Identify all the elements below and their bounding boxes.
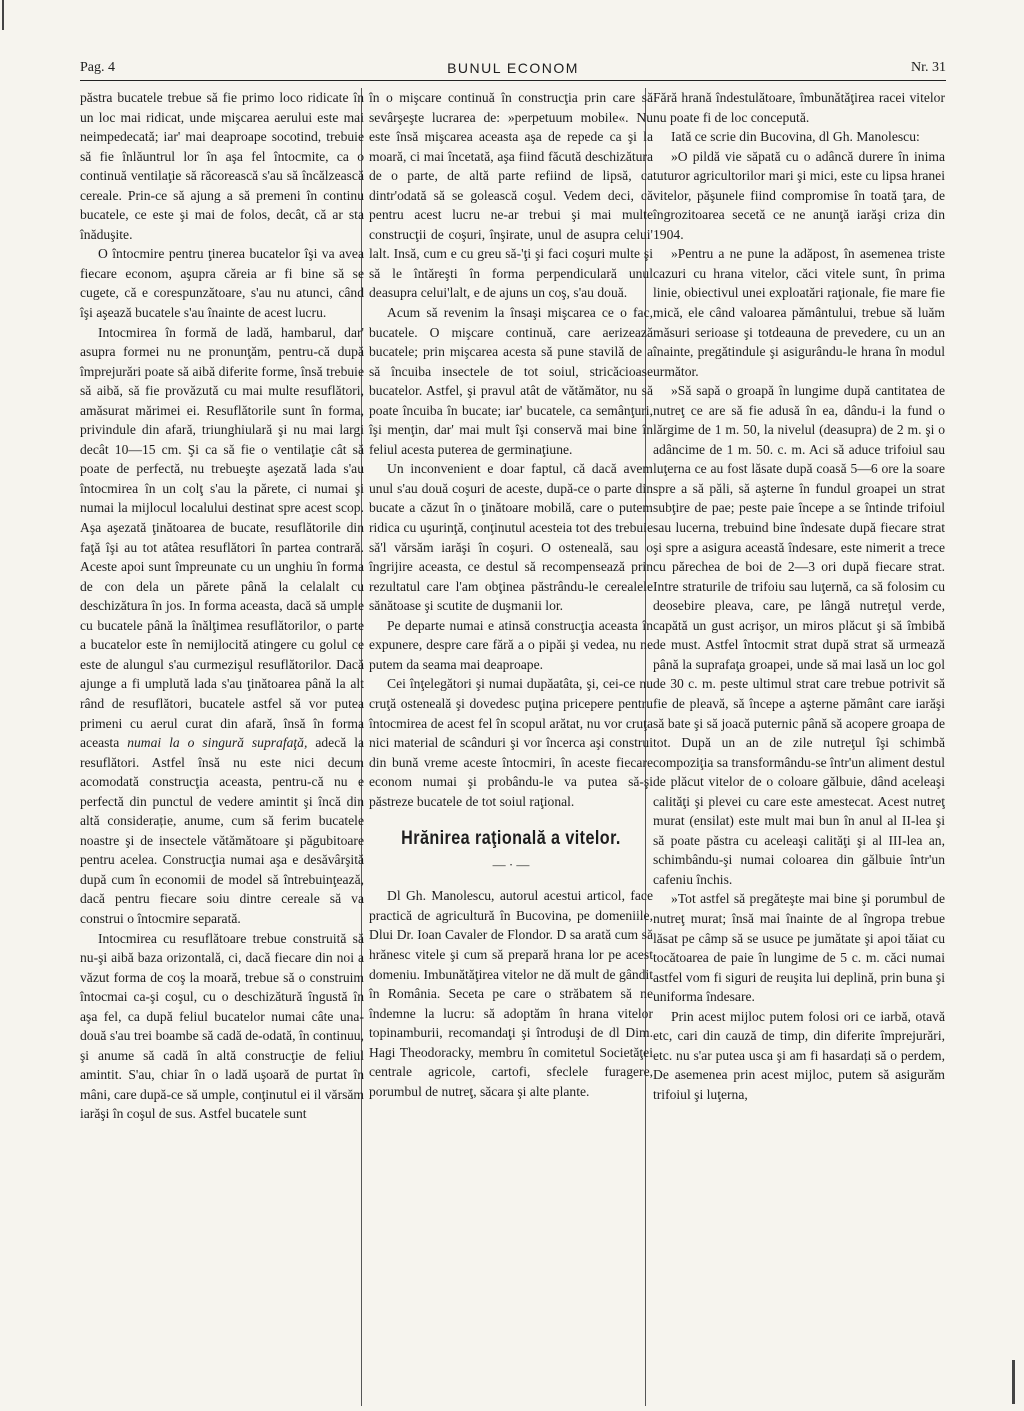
paragraph: »Să sapă o groapă în lungime după cantitatea de nutreţ ce are să fie adusă în ea, dându-i la fund o lărgime de 1 m. 50, la nivelul (deasupra) de 2 m. şi o adâncime de 1 m. 50. c. m. Aci să aduce trifoiul sau luţerna ce au fost lăsate după coasă 5—6 ore la soare spre a să păli, să aşterne în fundul groapei un strat subţire de pae; peste paie începe a se întinde trifoiul sau lucerna, trebuind bine îndesate după fiecare strat şi spre a asigura această îndesare, este nimerit a trece cu părechea de boi de 2—3 ori după fiecare strat. Intre straturile de trifoiu sau luţernă, ca să folosim cu deosebire pleava, care, pe lângă nutreţul verde, capătă un gust acrişor, un miros plăcut şi să îmbibă de must. Astfel întocmit strat după strat să urmează până la suprafaţa groapei, unde să mai lasă un loc gol de 30 c. m. peste ultimul strat care trebue potrivit să fie de pleavă, să începe a aşterne pământ care iarăşi să bate şi să joacă puternic până să acopere groapa de tot. După un an de zile nutreţul îşi schimbă compoziţia sa transformându-se într'un aliment destul de plăcut vitelor de o coloare gălbuie, dând aceleaşi calităţi şi plevei cu care este amestecat. Acest nutreţ murat (ensilat) este mult mai bun în anul al II-lea şi să poate păstra cu aceleaşi calităţi şi al III-lea an, schimbându-şi numai coloarea din gălbuie într'un cafeniu închis. bbox=[653, 383, 945, 887]
scan-edge-mark bbox=[1012, 1360, 1015, 1404]
paragraph: Dl Gh. Manolescu, autorul acestui articol, face practică de agricultură în Bucovina, pe domeniile, Dlui Dr. Ioan Cavaler de Flondor. D sa arată cum să hrănesc vitele şi cum să prepară hrana lor pe acest domeniu. Imbunătăţirea vitelor ne dă mult de gândit în România. Seceta pe care o străbatem să ne îndemne la lucru: să adoptăm în hrana vitelor topinamburii, recomandaţi şi întroduşi de dl Dim. Hagi Theodoracky, membru în comitetul Societăţei centrale agricole, cartofi, sfeclele furagere, porumbul de nutreţ, săcara şi alte plante. bbox=[369, 888, 653, 1099]
paragraph bbox=[80, 323, 364, 929]
paragraph: »O pildă vie săpată cu o adâncă durere în inima tuturor agricultorilor mari şi mici, este cu lipsa hranei vitelor, păşunele fiind compromise în toată ţara, de îngrozitoarea secetă ce ne anunţă iarăşi criza din 1904. bbox=[653, 148, 945, 242]
page-header bbox=[80, 60, 946, 82]
paragraph: Intocmirea cu resuflătoare trebue construită să nu-şi aibă baza orizontală, ci, dacă fiecare din noi a văzut forma de coş la moară, trebue să o construim întocmai ca-şi coşul, cu o deschizătură îngustă în aşa fel, ca după feliul bucatelor numai câte una-două s'au trei boambe să cadă de-odată, în continuu, şi anume să cadă în altă construcţie de feliul amintit. S'au, chiar în o ladă uşoară de purtat în mâni, care după-ce să umple, conţinutul ei il vărsăm iarăşi în coşul de sus. Astfel bucatele sunt bbox=[80, 930, 364, 1122]
publication-title: BUNUL ECONOM bbox=[447, 60, 579, 76]
heading-separator: — · — bbox=[492, 856, 530, 872]
paragraph: în o mişcare continuă în construcţia prin care să sevârşeşte lucrarea de: »perpetuum mobile«. Nu este însă mişcarea aceasta aşa de repede ca şi la moară, ci mai încetată, aşa fiind făcută deschizătura de o parte, de altă parte refiind de lipsă, ca dintr'odată să se golească coşul. Vedem deci, că pentru acest lucru ne-ar trebui şi mai multe construcţii de coşuri, înşirate, unul de asupra celui' lalt. Insă, cum e cu greu să-'ţi şi faci coşuri multe şi să le întăreşti în forma perpendiculară unul deasupra celui'lalt, e de ajuns un coş, s'au două. bbox=[369, 90, 653, 301]
article-heading: Hrănirea raţională a vitelor. bbox=[401, 828, 621, 850]
header-rule bbox=[80, 80, 946, 81]
paragraph: Acum să revenim la însaşi mişcarea ce o fac, bucatele. O mişcare continuă, care aerizează bucatele; prin mişcarea acesta să pune stavilă de a să încuiba insectele de tot soiul, stricăcioase bucatelor. Astfel, şi pravul atât de vătămător, nu să poate încuiba în bucate; iar' bucatele, ca semânţuri, îşi menţin, dar' mai mult îşi conservă mai bine în feliul acesta puterea de germinaţiune. bbox=[369, 305, 653, 457]
paragraph: »Pentru a ne pune la adăpost, în asemenea triste cazuri cu hrana vitelor, căci vitele sunt, în prima linie, obiectivul unei exploatări raţionale, fie mare fie mică, ele când valoarea pământului, trebue să luăm măsuri serioase şi totdeauna de prevedere, cu un an înainte, pregătindule şi asigurându-le hrana în modul următor. bbox=[653, 246, 945, 379]
page-number: Pag. 4 bbox=[80, 60, 115, 75]
paragraph: Un inconvenient e doar faptul, că dacă avem unul s'au două coşuri de aceste, după-ce o parte din bucate a căzut în o ţinătoare mobilă, care o putem ridica cu uşurinţă, conţinutul acesteia tot des trebuie să'l vărsăm iarăşi în coşuri. O osteneală, sau o îngrijire aceasta, ce destul să recompensează prin rezultatul care l'am obţinea păstrându-le cerealele sănătoase şi scutite de duşmanii lor. bbox=[369, 461, 653, 614]
paragraph: »Tot astfel să pregăteşte mai bine şi porumbul de nutreţ murat; însă mai înainte de al îngropa trebue lăsat pe câmp să se usuce pe jumătate şi apoi tăiat cu tocătoarea de paie în lungime de 5 c. m. căci numai astfel vom fi siguri de reuşita lui deplină, prin buna şi uniforma îndesare. bbox=[653, 891, 945, 1005]
paragraph: O întocmire pentru ţinerea bucatelor îşi va avea fiecare econom, aşupra căreia ar fi bine să se cugete, că e corespunzătoare, s'au nu atunci, când îşi aşează bucatele s'au înainte de acest lucru. bbox=[80, 246, 364, 321]
paragraph: Fără hrană îndestulătoare, îmbunătăţirea racei vitelor nu poate fi de loc concepută. bbox=[653, 90, 945, 125]
paragraph: Cei înţelegători şi numai dupăatâta, şi, cei-ce nu cruţă osteneală şi dovedesc puţina pricepere pentru întocmirea de acest fel în scopul arătat, nu vor cruţa nici material de scânduri şi vor încerca aşi construi din bună vreme aceste întocmiri, în aceste fiecare econom numai şi probându-le va putea să-şi păstreze bucatele de tot soiul raţional. bbox=[369, 676, 653, 809]
scan-edge-mark bbox=[2, 0, 4, 30]
paragraph: Prin acest mijloc putem folosi ori ce iarbă, otavă etc, cari din cauză de timp, din diferite împrejurări, etc. nu s'ar putea usca şi am fi hasardați să o perdem, De asemenea prin acest mijloc, putem să asigurăm trifoiul şi luţerna, bbox=[653, 1008, 945, 1102]
emphasized-text: numai la o singură suprafaţă, bbox=[127, 735, 308, 751]
issue-number: Nr. 31 bbox=[911, 60, 946, 75]
text-run: adecă la resuflători. Astfel însă nu este nici decum acomodată construcţia aceasta, pentru-că nu e perfectă din punctul de vedere amintit şi încă din altă considerație, anume, cum să ferim bucatele noastre şi de insectele vătămătoare şi păgubitoare pentru acelea. Construcţia numai aşa e desăvârşită după cum în economii de model să întrebuinţează, dacă pentru fiecare soiu dintre cereale să va construi o întocmire separată. bbox=[80, 735, 365, 926]
column-left bbox=[80, 88, 364, 1124]
text-run: Intocmirea în formă de ladă, hambarul, dar' asupra formei nu ne pronunţăm, pentru-că după împrejurări poate să aibă diferite forme, însă trebuie să aibă, să fie provăzută cu mai multe resuflători, amăsurat mărimei ei. Resuflătorile sunt în forma, privindule din afară, triunghiulară şi nu mai largi decât 10—15 cm. Şi ca să fie o ventilaţie cât să poate de perfectă, nu trebueşte aşezată lada s'au întocmirea în un colţ s'au la părete, ci numai şi numai la mijlocul localului destinat spre acest scop. Aşa aşezată ţinătoarea de bucate, resuflătorile din faţă îşi au tot atâtea resuflători în partea contrară. Aceste apoi sunt împreunate cu un unghiu în forma de con dela un părete până la celalalt cu deschizătura în jos. In forma aceasta, dacă să umple cu bucatele până la înălţimea resuflătorilor, o parte a bucatelor este în nemijlocită atingere cu golul ce este de alungul s'au curmezişul resuflătorilor. Dacă ajunge a fi umplută lada s'au ţinătoarea până la alt rând de resuflători, bucatele astfel să vor putea primeni cu aerul curat din afară, însă în forma aceasta bbox=[80, 324, 364, 751]
column-right bbox=[653, 88, 945, 1104]
column-middle bbox=[369, 88, 653, 1101]
paragraph: păstra bucatele trebue să fie primo loco ridicate în un loc mai ridicat, unde mişcarea aerului este mai neimpedecată; iar' mai deaproape socotind, trebuie să fie înlăuntrul lor în aşa fel întocmite, ca o continuă ventilaţie să răcorească s'au să încălzească cereale. Prin-ce să ajung a să premeni în continu bucatele, ce este şi mai de folos, decât, că ar sta înăduşite. bbox=[80, 90, 364, 242]
paragraph: Pe departe numai e atinsă construcţia aceasta în expunere, despre care fără a o pipăi şi vedea, nu ne putem da seama mai deaproape. bbox=[369, 617, 653, 672]
paragraph: Iată ce scrie din Bucovina, dl Gh. Manolescu: bbox=[671, 129, 920, 145]
